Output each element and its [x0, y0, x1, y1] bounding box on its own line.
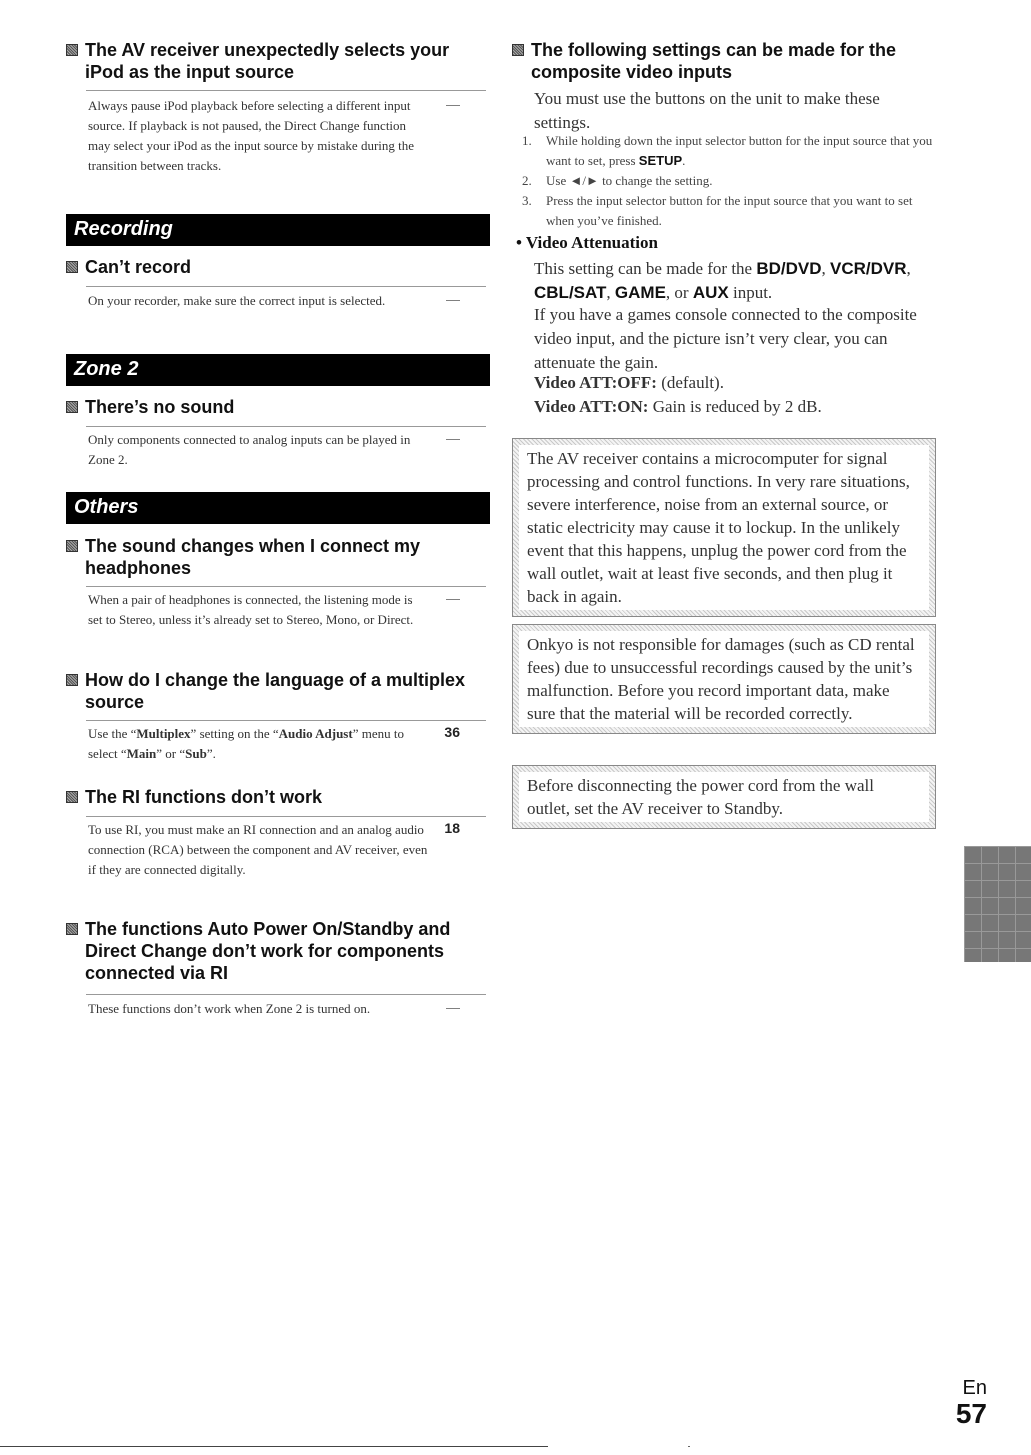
section-text: These functions don’t work when Zone 2 is turned on.	[88, 1001, 371, 1016]
category-band-others: Others	[66, 492, 490, 524]
section-heading: The functions Auto Power On/Standby and Direct Change don’t work for components connected via RI	[66, 918, 490, 984]
hatched-square-icon	[66, 791, 78, 803]
section-heading: The sound changes when I connect my headphones	[66, 535, 490, 579]
section-heading: There’s no sound	[66, 396, 490, 418]
language-label: En	[962, 1377, 987, 1399]
note-box: Before disconnecting the power cord from the wall outlet, set the AV receiver to Standby.	[512, 765, 936, 829]
divider	[86, 90, 486, 91]
category-band-zone2: Zone 2	[66, 354, 490, 386]
category-band-recording: Recording	[66, 214, 490, 246]
page-reference: 36	[444, 724, 460, 740]
page-number: 57	[955, 1398, 987, 1429]
video-att-off: Video ATT:OFF: (default).	[534, 373, 724, 392]
note-box: Onkyo is not responsible for damages (such as CD rental fees) due to unsuccessful recordings caused by the unit’s malfunction. Before you record important data, make sure that the material will be recorded correctly.	[512, 624, 936, 734]
footer-rule	[0, 1446, 548, 1447]
divider	[86, 720, 486, 721]
list-item: 1. While holding down the input selector button for the input source that you want to set, press SETUP.	[522, 133, 933, 168]
section-text: To use RI, you must make an RI connection and an analog audio connection (RCA) between the component and AV receiver, even if they are connected digitally.	[88, 822, 428, 877]
video-attenuation-text: If you have a games console connected to the composite video input, and the picture isn’t very clear, you can attenuate the gain.	[534, 305, 917, 372]
section-heading: How do I change the language of a multiplex source	[66, 669, 490, 713]
list-item: 2. Use ◄/► to change the setting.	[522, 173, 713, 188]
steps-list	[522, 131, 934, 231]
hatched-square-icon	[66, 540, 78, 552]
video-attenuation-text: This setting can be made for the BD/DVD, VCR/DVR, CBL/SAT, GAME, or AUX input.	[534, 259, 911, 302]
section-heading: Can’t record	[66, 256, 490, 278]
note-box: The AV receiver contains a microcomputer for signal processing and control functions. In very rare situations, severe interference, noise from an external source, or static electricity may cause it to lockup. In the unlikely event that this happens, unplug the power cord from the wall outlet, wait at least five seconds, and then plug it back in again.	[512, 438, 936, 617]
section-text: Use the “Multiplex” setting on the “Audio Adjust” menu to select “Main” or “Sub”.	[88, 726, 404, 761]
section-text: Always pause iPod playback before selecting a different input source. If playback is not paused, the Direct Change function may select your iPod as the input source by mistake during the transition between tracks.	[88, 98, 415, 173]
divider	[86, 426, 486, 427]
divider	[86, 586, 486, 587]
page-reference: —	[446, 96, 460, 112]
hatched-square-icon	[66, 401, 78, 413]
list-item: 3. Press the input selector button for the input source that you want to set when you’ve finished.	[522, 193, 913, 228]
divider	[86, 816, 486, 817]
section-text: On your recorder, make sure the correct input is selected.	[88, 293, 386, 308]
page-reference: 18	[444, 820, 460, 836]
divider	[86, 994, 486, 995]
section-heading: The RI functions don’t work	[66, 786, 490, 808]
grid-tab-icon	[964, 846, 1031, 962]
intro-text: You must use the buttons on the unit to make these settings.	[534, 89, 880, 132]
page-reference: —	[446, 430, 460, 446]
page-reference: —	[446, 590, 460, 606]
hatched-square-icon	[66, 44, 78, 56]
page-reference: —	[446, 999, 460, 1015]
page-reference: —	[446, 291, 460, 307]
hatched-square-icon	[66, 923, 78, 935]
hatched-square-icon	[66, 261, 78, 273]
section-text: When a pair of headphones is connected, the listening mode is set to Stereo, unless it’s already set to Stereo, Mono, or Direct.	[88, 592, 414, 627]
divider	[86, 286, 486, 287]
bullet-heading: • Video Attenuation	[516, 233, 658, 252]
video-att-on: Video ATT:ON: Gain is reduced by 2 dB.	[534, 397, 822, 416]
hatched-square-icon	[512, 44, 524, 56]
section-heading: The following settings can be made for the composite video inputs	[512, 39, 936, 83]
section-heading: The AV receiver unexpectedly selects your iPod as the input source	[66, 39, 490, 83]
section-text: Only components connected to analog inputs can be played in Zone 2.	[88, 432, 411, 467]
hatched-square-icon	[66, 674, 78, 686]
footer-mark	[688, 1446, 690, 1447]
